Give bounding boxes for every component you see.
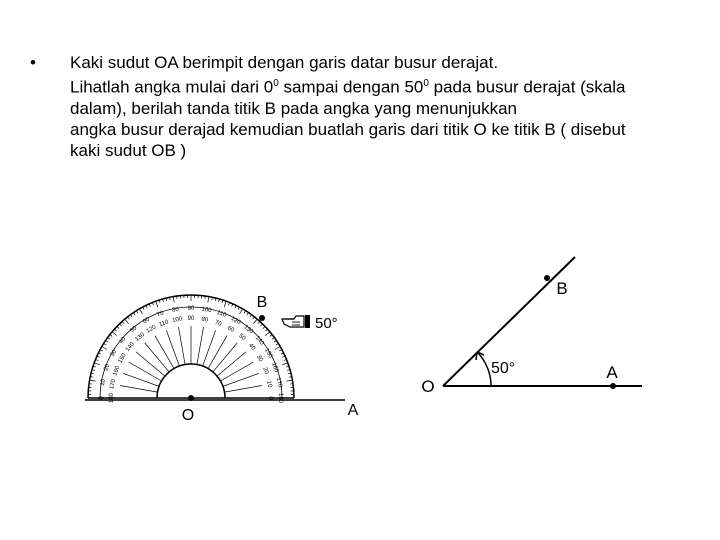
protractor-tick <box>258 321 260 323</box>
protractor-tick <box>102 347 107 350</box>
protractor-ray <box>208 336 227 369</box>
protractor-inner-number: 160 <box>112 365 122 377</box>
protractor-inner-number: 20 <box>261 366 270 376</box>
protractor-inner-number: 90 <box>187 316 195 322</box>
protractor-tick <box>128 317 130 319</box>
protractor-outer-number: 60 <box>142 316 151 326</box>
protractor-inner-number: 180 <box>109 392 115 404</box>
angle-figure <box>421 257 642 396</box>
protractor-ray <box>166 330 179 366</box>
pointing-hand-icon <box>282 315 310 328</box>
protractor-outer-number: 20 <box>103 363 112 372</box>
protractor-tick <box>156 301 158 307</box>
protractor-tick <box>208 297 209 303</box>
protractor-outer-number: 110 <box>215 309 227 319</box>
protractor-label-b: B <box>256 294 268 311</box>
protractor-outer-number: 100 <box>201 306 212 315</box>
protractor-outer-number: 70 <box>156 310 165 319</box>
protractor-outer-number: 140 <box>253 335 265 347</box>
protractor-tick <box>125 319 129 324</box>
protractor-tick <box>272 337 274 339</box>
protractor-ray <box>155 336 174 369</box>
protractor-outer-number: 180 <box>277 392 283 404</box>
protractor-tick <box>287 380 293 381</box>
point-b <box>544 275 550 281</box>
protractor-ray <box>220 362 253 381</box>
protractor-tick <box>117 326 119 328</box>
protractor-inner-number: 80 <box>200 316 209 324</box>
protractor-ray <box>120 385 157 392</box>
protractor-outer-number: 120 <box>229 315 242 327</box>
protractor-inner-number: 100 <box>171 316 183 325</box>
bullet-marker: • <box>30 53 36 72</box>
protractor-inner-number: 130 <box>134 331 146 343</box>
protractor-angle-label: 50° <box>315 315 338 332</box>
instruction-line-1: Kaki sudut OA berimpit dengan garis datar busur derajat. <box>70 53 499 72</box>
protractor-ray <box>178 327 185 364</box>
protractor-tick <box>282 363 288 365</box>
protractor-tick <box>90 380 96 381</box>
protractor-outer-number: 90 <box>187 306 195 312</box>
protractor-tick <box>274 340 276 342</box>
protractor-outer-number: 10 <box>99 378 107 387</box>
protractor-ray <box>223 373 259 386</box>
protractor-tick <box>130 315 132 317</box>
protractor-point-b <box>259 315 265 321</box>
protractor-inner-number: 10 <box>265 380 273 389</box>
protractor-outer-number: 30 <box>109 349 119 358</box>
protractor-inner-number: 30 <box>255 354 264 363</box>
instruction-line-4: angka busur derajad kemudian buatlah garis dari titik O ke titik B ( disebut <box>70 119 626 139</box>
protractor-tick <box>108 337 110 339</box>
protractor-ray <box>224 385 261 392</box>
protractor-tick <box>224 301 226 307</box>
protractor-label-o: O <box>181 407 195 424</box>
protractor-outer-number: 160 <box>270 361 280 374</box>
protractor-tick <box>263 326 265 328</box>
protractor-outer-number: 150 <box>262 347 274 360</box>
instruction-line-5: kaki sudut OB ) <box>70 140 187 160</box>
protractor-ray <box>203 330 216 366</box>
protractor-outer-number: 130 <box>242 324 254 336</box>
protractor-ray <box>145 343 169 372</box>
protractor-tick <box>110 335 112 337</box>
instruction-line-2: Lihatlah angka mulai dari $0^0$ sampai dengan $50^0$ pada busur derajat (skala <box>70 77 626 97</box>
protractor-ray <box>217 352 246 376</box>
protractor-inner-number: 0 <box>267 396 273 400</box>
protractor-tick <box>253 317 255 319</box>
protractor-tick <box>140 309 143 314</box>
protractor-tick <box>244 311 246 314</box>
protractor-tick <box>276 343 279 345</box>
protractor-tick <box>122 321 124 323</box>
angle-label-a: A <box>606 363 618 382</box>
protractor-inner-number: 40 <box>247 342 256 352</box>
protractor-tick <box>104 343 107 345</box>
protractor-ray <box>129 362 162 381</box>
protractor-tick <box>119 324 121 326</box>
protractor-tick <box>106 340 108 342</box>
protractor-tick <box>112 332 117 336</box>
protractor-outer-number: 50 <box>129 325 139 335</box>
protractor-tick <box>94 363 100 365</box>
protractor-tick <box>133 313 135 315</box>
protractor-tick <box>247 313 249 315</box>
protractor-label-a: A <box>347 402 359 419</box>
protractor-tick <box>173 297 174 303</box>
protractor-inner-number: 120 <box>145 324 158 335</box>
protractor-outer-number: 80 <box>171 306 180 314</box>
protractor-tick <box>114 329 116 331</box>
protractor-ray <box>197 327 204 364</box>
protractor-ray <box>213 343 237 372</box>
protractor-inner-number: 70 <box>213 319 223 328</box>
protractor-tick <box>253 319 257 324</box>
protractor-tick <box>260 324 262 326</box>
protractor-tick <box>265 332 270 336</box>
protractor-point-o <box>188 395 194 401</box>
protractor-ray <box>136 352 165 376</box>
protractor-ray <box>123 373 159 386</box>
angle-label-b: B <box>556 279 568 298</box>
protractor-figure <box>85 294 359 424</box>
protractor-inner-number: 60 <box>226 325 235 334</box>
protractor-inner-number: 170 <box>109 378 118 390</box>
protractor-tick <box>265 329 267 331</box>
protractor-tick <box>136 311 138 314</box>
protractor-outer-number: 170 <box>274 377 283 388</box>
protractor-tick <box>275 347 280 350</box>
angle-label-o: O <box>421 377 435 396</box>
angle-arc <box>477 352 491 386</box>
protractor-inner-number: 50 <box>237 333 247 342</box>
protractor-inner-number: 140 <box>124 341 136 353</box>
protractor-inner-number: 150 <box>117 352 128 365</box>
protractor-tick <box>240 309 243 314</box>
point-a <box>610 383 616 389</box>
protractor-outer-number: 0 <box>99 396 105 400</box>
protractor-outer-number: 40 <box>118 336 128 346</box>
protractor-inner-number: 110 <box>158 319 170 329</box>
angle-measure-label: 50° <box>491 360 516 377</box>
instruction-line-3: dalam), berilah tanda titik B pada angka yang menunjukkan <box>70 98 518 118</box>
protractor-tick <box>270 335 272 337</box>
protractor-tick <box>250 315 252 317</box>
